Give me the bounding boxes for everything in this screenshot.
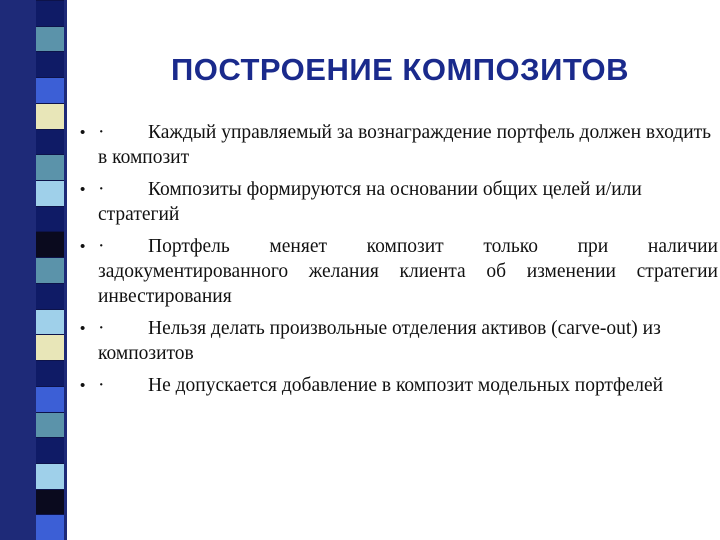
stripe-segment: [36, 412, 64, 438]
bullet-item: [78, 120, 718, 170]
stripe-segment: [36, 103, 64, 129]
stripe-segment: [36, 463, 64, 489]
bullet-item: [78, 316, 718, 366]
stripe-segment: [36, 51, 64, 77]
bullet-text: Каждый управляемый за вознаграждение портфель должен входить в композит: [98, 122, 712, 168]
stripe-segment: [36, 231, 64, 257]
stripe-segment: [36, 360, 64, 386]
bullet-list: [78, 120, 718, 405]
bullet-marker: •: [80, 181, 86, 198]
sub-marker: ·: [98, 179, 105, 200]
slide-title: ПОСТРОЕНИЕ КОМПОЗИТОВ: [170, 52, 630, 87]
bullet-text: Нельзя делать произвольные отделения активов (carve-out) из композитов: [98, 318, 661, 364]
stripe-segment: [36, 26, 64, 52]
stripe-segment: [36, 283, 64, 309]
sub-marker: ·: [98, 122, 105, 143]
stripe-segment: [36, 129, 64, 155]
bullet-marker: •: [80, 320, 86, 337]
bullet-item: [78, 177, 718, 227]
sub-marker: ·: [98, 375, 105, 396]
stripe-segment: [36, 437, 64, 463]
sub-marker: ·: [98, 236, 105, 257]
stripe-segment: [36, 257, 64, 283]
bullet-marker: •: [80, 238, 86, 255]
decorative-stripes: [36, 0, 64, 540]
stripe-segment: [36, 206, 64, 232]
stripe-segment: [36, 0, 64, 26]
bullet-text: Композиты формируются на основании общих целей и/или стратегий: [98, 179, 642, 225]
stripe-segment: [36, 514, 64, 540]
stripe-segment: [36, 334, 64, 360]
bullet-marker: •: [80, 377, 86, 394]
sub-marker: ·: [98, 318, 105, 339]
bullet-text: Не допускается добавление в композит модельных портфелей: [148, 375, 664, 396]
bullet-item: [78, 234, 718, 309]
stripe-segment: [36, 154, 64, 180]
bullet-text: Портфель меняет композит только при наличии задокументированного желания клиента об изменении стратегии инвестирования: [98, 236, 718, 307]
bullet-marker: •: [80, 124, 86, 141]
stripe-segment: [36, 386, 64, 412]
bullet-item: [78, 373, 718, 398]
stripe-segment: [36, 77, 64, 103]
stripe-segment: [36, 180, 64, 206]
stripe-segment: [36, 489, 64, 515]
stripe-segment: [36, 309, 64, 335]
